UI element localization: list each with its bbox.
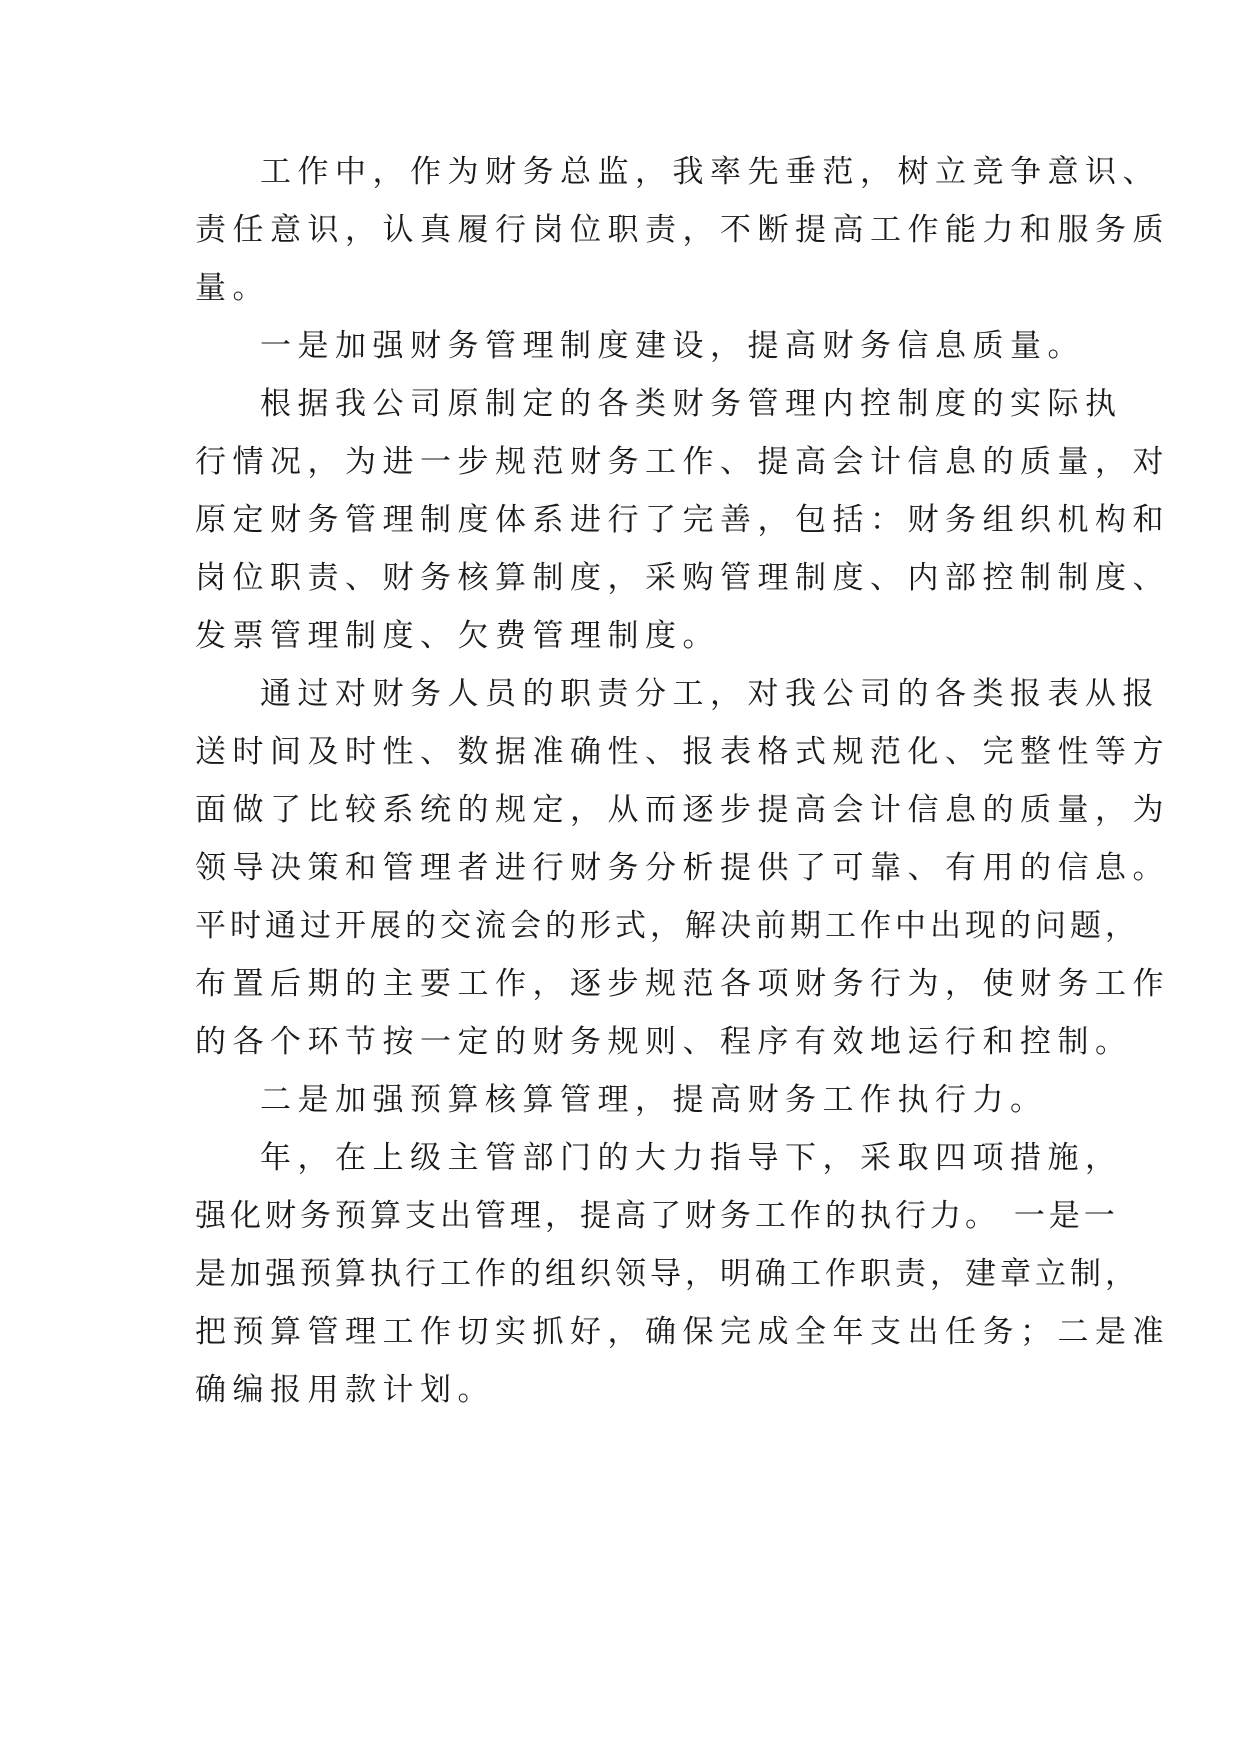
paragraph-line-22: 确编报用款计划。: [195, 1372, 495, 1408]
paragraph-line-8: 岗位职责、财务核算制度，采购管理制度、内部控制制度、: [195, 560, 1170, 596]
paragraph-line-18: 年，在上级主管部门的大力指导下，采取四项措施，: [260, 1140, 1123, 1176]
paragraph-line-1: 工作中，作为财务总监，我率先垂范，树立竞争意识、: [260, 154, 1160, 190]
paragraph-line-7: 原定财务管理制度体系进行了完善，包括：财务组织机构和: [195, 502, 1170, 538]
paragraph-line-13: 领导决策和管理者进行财务分析提供了可靠、有用的信息。: [195, 850, 1170, 886]
paragraph-line-3: 量。: [195, 270, 270, 306]
paragraph-line-9: 发票管理制度、欠费管理制度。: [195, 618, 720, 654]
paragraph-line-19: 强化财务预算支出管理，提高了财务工作的执行力。 一是一: [195, 1198, 1119, 1234]
section-heading-2: 二是加强预算核算管理，提高财务工作执行力。: [260, 1082, 1048, 1118]
paragraph-line-11: 送时间及时性、数据准确性、报表格式规范化、完整性等方: [195, 734, 1170, 770]
paragraph-line-6: 行情况，为进一步规范财务工作、提高会计信息的质量，对: [195, 444, 1170, 480]
paragraph-line-16: 的各个环节按一定的财务规则、程序有效地运行和控制。: [195, 1024, 1133, 1060]
paragraph-line-20: 是加强预算执行工作的组织领导，明确工作职责，建章立制，: [195, 1256, 1140, 1292]
paragraph-line-5: 根据我公司原制定的各类财务管理内控制度的实际执: [260, 386, 1123, 422]
paragraph-line-21: 把预算管理工作切实抓好，确保完成全年支出任务；二是准: [195, 1314, 1170, 1350]
paragraph-line-12: 面做了比较系统的规定，从而逐步提高会计信息的质量，为: [195, 792, 1170, 828]
paragraph-line-2: 责任意识，认真履行岗位职责，不断提高工作能力和服务质: [195, 212, 1170, 248]
paragraph-line-15: 布置后期的主要工作，逐步规范各项财务行为，使财务工作: [195, 966, 1170, 1002]
paragraph-line-14: 平时通过开展的交流会的形式，解决前期工作中出现的问题，: [195, 908, 1140, 944]
paragraph-line-10: 通过对财务人员的职责分工，对我公司的各类报表从报: [260, 676, 1160, 712]
section-heading-1: 一是加强财务管理制度建设，提高财务信息质量。: [260, 328, 1085, 364]
